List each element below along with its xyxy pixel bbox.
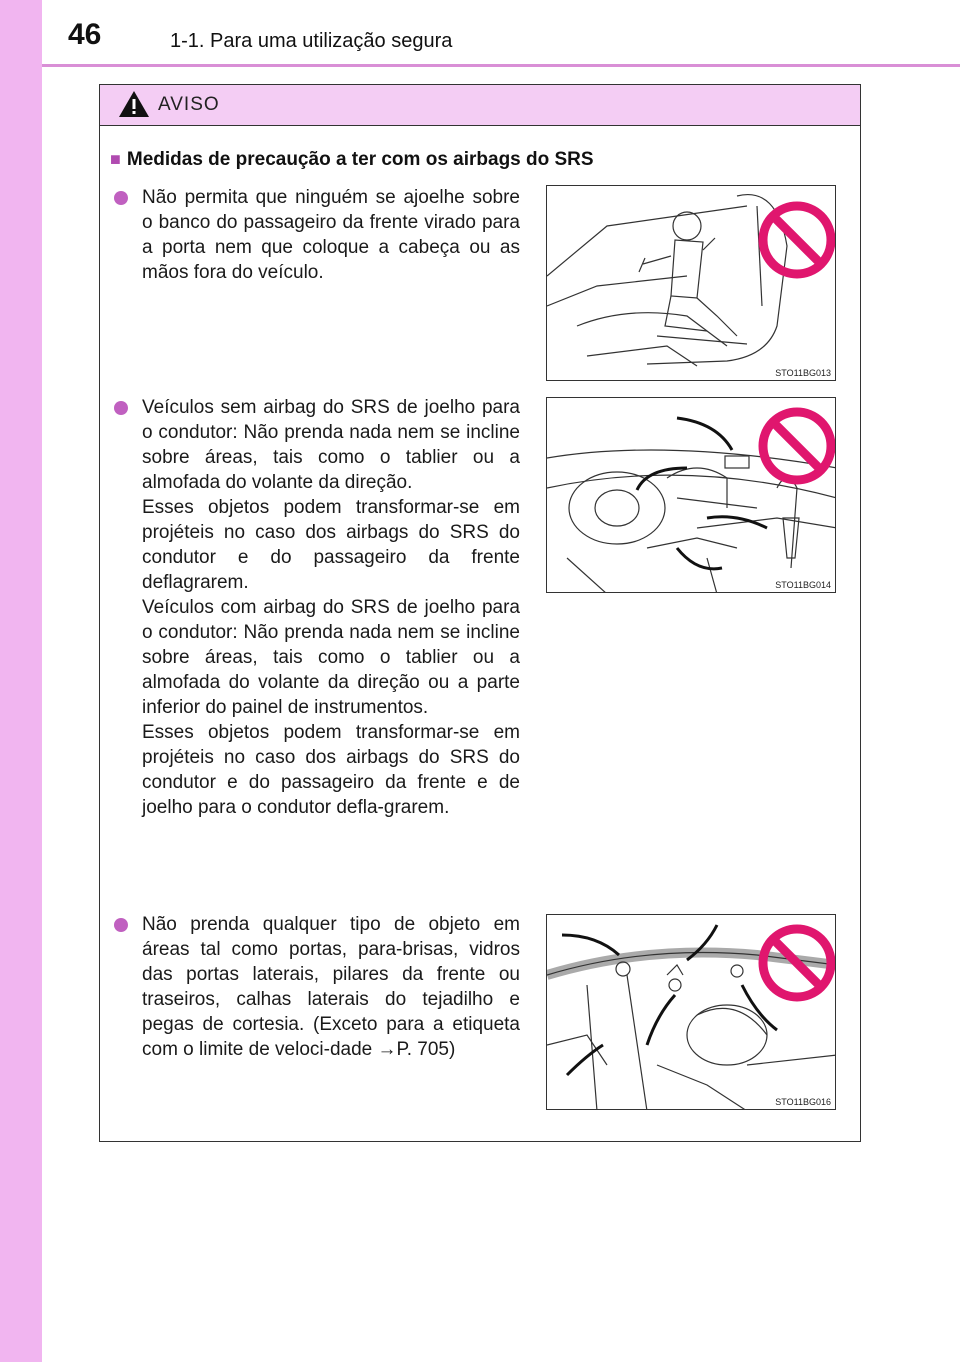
warning-subheading — [110, 149, 594, 171]
warning-box — [99, 84, 861, 1142]
square-bullet-icon: ■ — [110, 149, 121, 169]
header-divider — [42, 64, 960, 67]
subheading-text: Medidas de precaução a ter com os airbags do SRS — [126, 149, 594, 170]
list-item — [114, 912, 520, 1062]
section-title: 1-1. Para uma utilização segura — [170, 30, 453, 52]
prohibition-sign-icon — [763, 206, 831, 274]
kneeling-passenger-drawing — [547, 186, 836, 381]
dashboard-drawing — [547, 398, 836, 593]
bullet-icon — [114, 918, 128, 932]
prohibition-sign-icon — [763, 412, 831, 480]
figure-code: STO11BG014 — [775, 580, 831, 590]
bullet-icon — [114, 401, 128, 415]
figure-code: STO11BG013 — [775, 368, 831, 378]
pillars-roof-drawing — [547, 915, 836, 1110]
illustration-dashboard — [546, 397, 836, 593]
item-text: Não prenda qualquer tipo de objeto em áreas tal como portas, para-brisas, vidros das portas laterais, pilares da frente ou traseiros, calhas laterais do tejadilho e pegas de cortesia. (Exceto para a etiqueta com o limite de veloci-dade →P. 705) — [142, 914, 520, 1060]
list-item — [114, 395, 520, 820]
illustration-kneeling-passenger — [546, 185, 836, 381]
side-color-strip — [0, 0, 42, 1362]
page-header — [42, 0, 960, 64]
bullet-icon — [114, 191, 128, 205]
list-item — [114, 185, 520, 285]
figure-code: STO11BG016 — [775, 1097, 831, 1107]
warning-label: AVISO — [158, 94, 220, 115]
page-number: 46 — [68, 18, 102, 51]
illustration-pillars-roof — [546, 914, 836, 1110]
warning-triangle-icon — [118, 90, 150, 118]
item-text: Veículos sem airbag do SRS de joelho para o condutor: Não prenda nada nem se incline sobre áreas, tais como o tablier ou a almofada do volante da direção. Esses objetos podem transformar-se em projéteis no caso dos airbags do SRS do condutor e do passageiro da frente deflagrarem. Veículos com airbag do SRS de joelho para o condutor: Não prenda nada nem se incline sobre áreas, tais como o tablier ou a almofada do volante da direção ou a parte inferior do painel de instrumentos. Esses objetos podem transformar-se em projéteis no caso dos airbags do SRS do condutor e do passageiro da frente e de joelho para o condutor defla-grarem. — [142, 397, 520, 818]
item-text: Não permita que ninguém se ajoelhe sobre o banco do passageiro da frente virado para a porta nem que coloque a cabeça ou as mãos fora do veículo. — [142, 187, 520, 283]
warning-header — [100, 85, 860, 126]
